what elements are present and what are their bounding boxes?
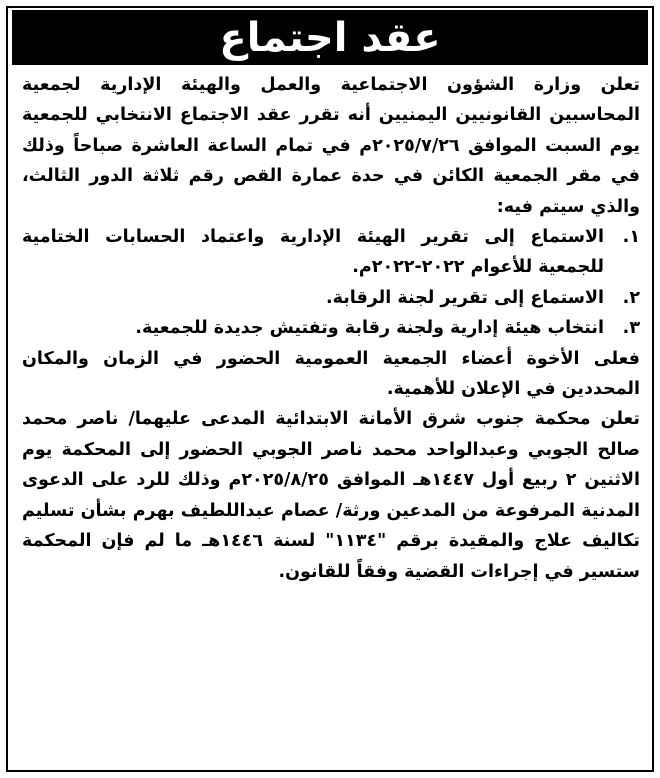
agenda-item-number: ١. — [622, 227, 640, 248]
agenda-item-number: ٢. — [622, 287, 640, 308]
agenda-item-number: ٣. — [622, 318, 640, 339]
agenda-item-text: الاستماع إلى تقرير لجنة الرقابة. — [325, 287, 604, 308]
agenda-item — [22, 283, 640, 313]
agenda-item — [22, 222, 640, 283]
notice-title: عقد اجتماع — [219, 14, 441, 61]
agenda-item — [22, 313, 640, 343]
agenda-item-text: الاستماع إلى تقرير الهيئة الإدارية واعتماد الحسابات الختامية للجمعية للأعوام ٢٠٢٢-٢٠٢٢م. — [22, 227, 604, 278]
agenda-item-text: انتخاب هيئة إدارية ولجنة رقابة وتفتيش جديدة للجمعية. — [135, 318, 604, 339]
court-notice: تعلن محكمة جنوب شرق الأمانة الابتدائية المدعى عليهما/ ناصر محمد صالح الجوبي وعبدالواحد محمد ناصر الجوبي الحضور إلى المحكمة يوم الاثنين ٢ ربيع أول ١٤٤٧هـ الموافق ٢٠٢٥/٨/٢٥م وذلك للرد على الدعوى المدنية المرفوعة من المدعين ورثة/ عصام عبداللطيف بهرم بشأن تسليم تكاليف علاج والمقيدة برقم "١١٣٤" لسنة ١٤٤٦هـ ما لم فإن المحكمة ستسير في إجراءات القضية وفقاً للقانون. — [22, 409, 641, 582]
notice-body — [22, 70, 640, 587]
meeting-intro: تعلن وزارة الشؤون الاجتماعية والعمل والهيئة الإدارية لجمعية المحاسبين القانونيين اليمنيين أنه تقرر عقد الاجتماع الانتخابي للجمعية يوم السبت الموافق ٢٠٢٥/٧/٢٦م في تمام الساعة العاشرة صباحاً وذلك في مقر الجمعية الكائن في حدة عمارة القص رقم ثلاثة الدور الثالث، والذي سيتم فيه: — [22, 75, 640, 217]
meeting-closing: فعلى الأخوة أعضاء الجمعية العمومية الحضور في الزمان والمكان المحددين في الإعلان للأهمية. — [22, 348, 640, 400]
title-banner — [12, 10, 648, 65]
agenda-list — [22, 222, 640, 344]
